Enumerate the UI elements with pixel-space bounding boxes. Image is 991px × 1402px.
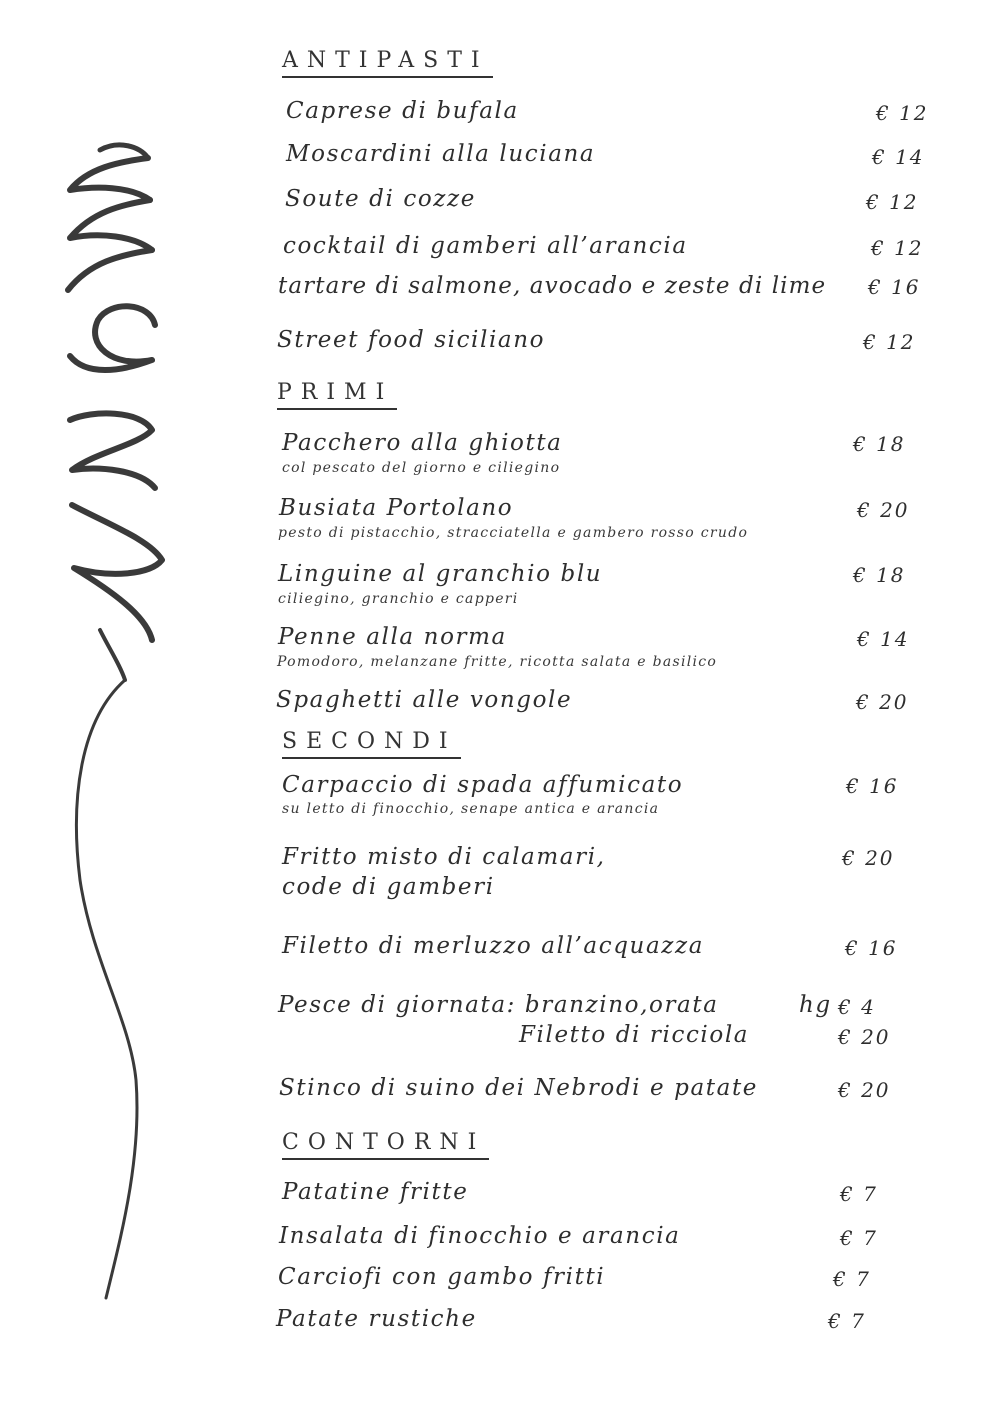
- item-name-fritto-misto: Fritto misto di calamari,: [282, 844, 606, 870]
- section-title-antipasti: ANTIPASTI: [282, 48, 493, 78]
- item-price-filetto-ricciola: € 20: [838, 1025, 891, 1049]
- item-name-patatine: Patatine fritte: [282, 1179, 469, 1205]
- item-name-moscardini: Moscardini alla luciana: [286, 141, 596, 167]
- menu-script-logo: [0, 0, 200, 1402]
- item-name-insalata: Insalata di finocchio e arancia: [279, 1223, 681, 1249]
- item-name-carciofi: Carciofi con gambo fritti: [278, 1264, 606, 1290]
- item-price-patate-rustiche: € 7: [828, 1309, 866, 1333]
- item-name-filetto-merluzzo: Filetto di merluzzo all’acquazza: [282, 933, 705, 959]
- item-price-moscardini: € 14: [872, 145, 925, 169]
- item-price-caprese-di-bufala: € 12: [876, 101, 929, 125]
- item-name-street-food: Street food siciliano: [277, 327, 546, 353]
- item-desc-penne: Pomodoro, melanzane fritte, ricotta salata e basilico: [277, 654, 718, 670]
- item-desc-linguine: ciliegino, granchio e capperi: [278, 591, 519, 607]
- item-price-filetto-merluzzo: € 16: [845, 936, 898, 960]
- item-price-cocktail-gamberi: € 12: [871, 236, 924, 260]
- item-name-cocktail-gamberi: cocktail di gamberi all’arancia: [283, 233, 688, 259]
- item-price-busiata: € 20: [857, 498, 910, 522]
- item-price-tartare-salmone: € 16: [868, 275, 921, 299]
- item-name-caprese-di-bufala: Caprese di bufala: [286, 98, 519, 124]
- section-title-contorni: CONTORNI: [282, 1130, 489, 1160]
- item-price-stinco: € 20: [838, 1078, 891, 1102]
- item-name-penne: Penne alla norma: [278, 624, 507, 650]
- item-name-soute-di-cozze: Soute di cozze: [285, 186, 476, 212]
- item-price-carpaccio: € 16: [846, 774, 899, 798]
- item-name-filetto-ricciola: Filetto di ricciola: [519, 1022, 750, 1048]
- item-price-pesce-giornata: € 4: [838, 995, 876, 1019]
- item-price-spaghetti: € 20: [856, 690, 909, 714]
- item-name-fritto-misto-line2: code di gamberi: [282, 874, 495, 900]
- item-price-street-food: € 12: [863, 330, 916, 354]
- item-name-pacchero: Pacchero alla ghiotta: [282, 430, 563, 456]
- item-name-tartare-salmone: tartare di salmone, avocado e zeste di lime: [278, 273, 827, 299]
- item-name-stinco: Stinco di suino dei Nebrodi e patate: [279, 1075, 759, 1101]
- item-price-soute-di-cozze: € 12: [866, 190, 919, 214]
- item-name-carpaccio: Carpaccio di spada affumicato: [282, 772, 684, 798]
- item-price-patatine: € 7: [840, 1182, 878, 1206]
- item-price-insalata: € 7: [840, 1226, 878, 1250]
- item-unit-pesce-giornata: hg: [799, 992, 832, 1018]
- item-price-carciofi: € 7: [833, 1267, 871, 1291]
- section-title-primi: PRIMI: [277, 380, 397, 410]
- item-name-pesce-giornata: Pesce di giornata: branzino,orata: [278, 992, 719, 1018]
- item-desc-carpaccio: su letto di finocchio, senape antica e arancia: [282, 801, 660, 817]
- item-price-fritto-misto: € 20: [842, 846, 895, 870]
- item-desc-busiata: pesto di pistacchio, stracciatella e gambero rosso crudo: [278, 525, 749, 541]
- section-title-secondi: SECONDI: [282, 729, 461, 759]
- item-desc-pacchero: col pescato del giorno e ciliegino: [282, 460, 561, 476]
- item-price-penne: € 14: [857, 627, 910, 651]
- item-price-linguine: € 18: [853, 563, 906, 587]
- item-name-linguine: Linguine al granchio blu: [278, 561, 603, 587]
- item-name-patate-rustiche: Patate rustiche: [276, 1306, 477, 1332]
- item-name-spaghetti: Spaghetti alle vongole: [276, 687, 573, 713]
- item-name-busiata: Busiata Portolano: [279, 495, 514, 521]
- item-price-pacchero: € 18: [853, 432, 906, 456]
